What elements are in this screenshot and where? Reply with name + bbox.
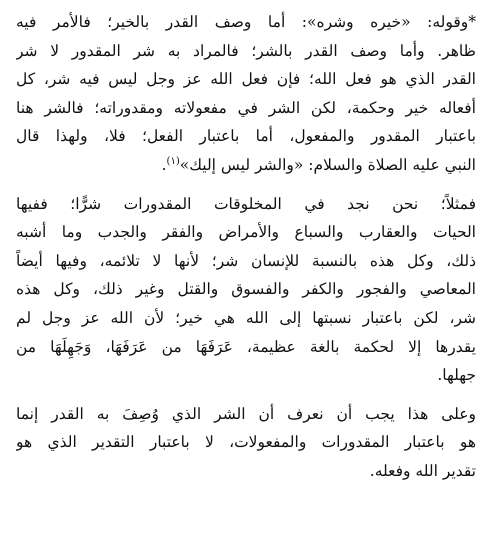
- text-line-content: النبي عليه الصلاة والسلام: «والشر ليس إليك»: [179, 155, 476, 174]
- text-line: أفعاله خير وحكمة، لكن الشر في مفعولاته ومقدوراته؛ فالشر هنا: [16, 98, 476, 117]
- sentence-end: .: [161, 155, 167, 174]
- text-line: الحيات والعقارب والسباع والأمراض والفقر والجدب وما أشبه: [16, 223, 476, 242]
- paragraph-conclusion: [16, 400, 476, 486]
- paragraph-examples: [16, 190, 476, 390]
- text-line-last: جهلها.: [437, 366, 476, 385]
- text-line: يقدرها إلا لحكمة بالغة عظيمة، عَرَفَهَا من عَرَفَهَا، وَجَهِلَهَا من: [16, 337, 476, 356]
- text-line-last: [16, 151, 476, 180]
- footnote-marker: (١): [166, 155, 180, 167]
- text-line: باعتبار المقدور والمفعول، أما باعتبار الفعل؛ فلا، ولهذا قال: [16, 127, 476, 146]
- text-line: *وقوله: «خيره وشره»: أما وصف القدر بالخير؛ فالأمر فيه: [16, 13, 476, 31]
- text-line-last: تقدير الله وفعله.: [369, 461, 476, 480]
- text-line: ظاهر. وأما وصف القدر بالشر؛ فالمراد به شر المقدور لا شر: [16, 41, 476, 60]
- text-line: القدر الذي هو فعل الله؛ فإن فعل الله عز وجل ليس فيه شر، كل: [16, 70, 476, 89]
- paragraph-good-and-evil: [16, 8, 476, 180]
- text-line: وعلى هذا يجب أن نعرف أن الشر الذي وُصِفَ به القدر إنما: [16, 404, 476, 423]
- text-line: شر، لكن باعتبار نسبتها إلى الله هي خير؛ لأن الله عز وجل لم: [16, 308, 476, 327]
- text-line: المعاصي والفجور والكفر والفسوق والقتل وغير ذلك، وكل هذه: [16, 280, 476, 299]
- text-line: هو باعتبار المقدورات والمفعولات، لا باعتبار التقدير الذي هو: [16, 433, 476, 452]
- text-line: ذلك، وكل هذه بالنسبة للإنسان شر؛ لأنها لا تلائمه، وفيها أيضاً: [16, 251, 476, 270]
- text-line: فمثلاً؛ نحن نجد في المخلوقات المقدورات شرًّا؛ ففيها: [16, 194, 476, 213]
